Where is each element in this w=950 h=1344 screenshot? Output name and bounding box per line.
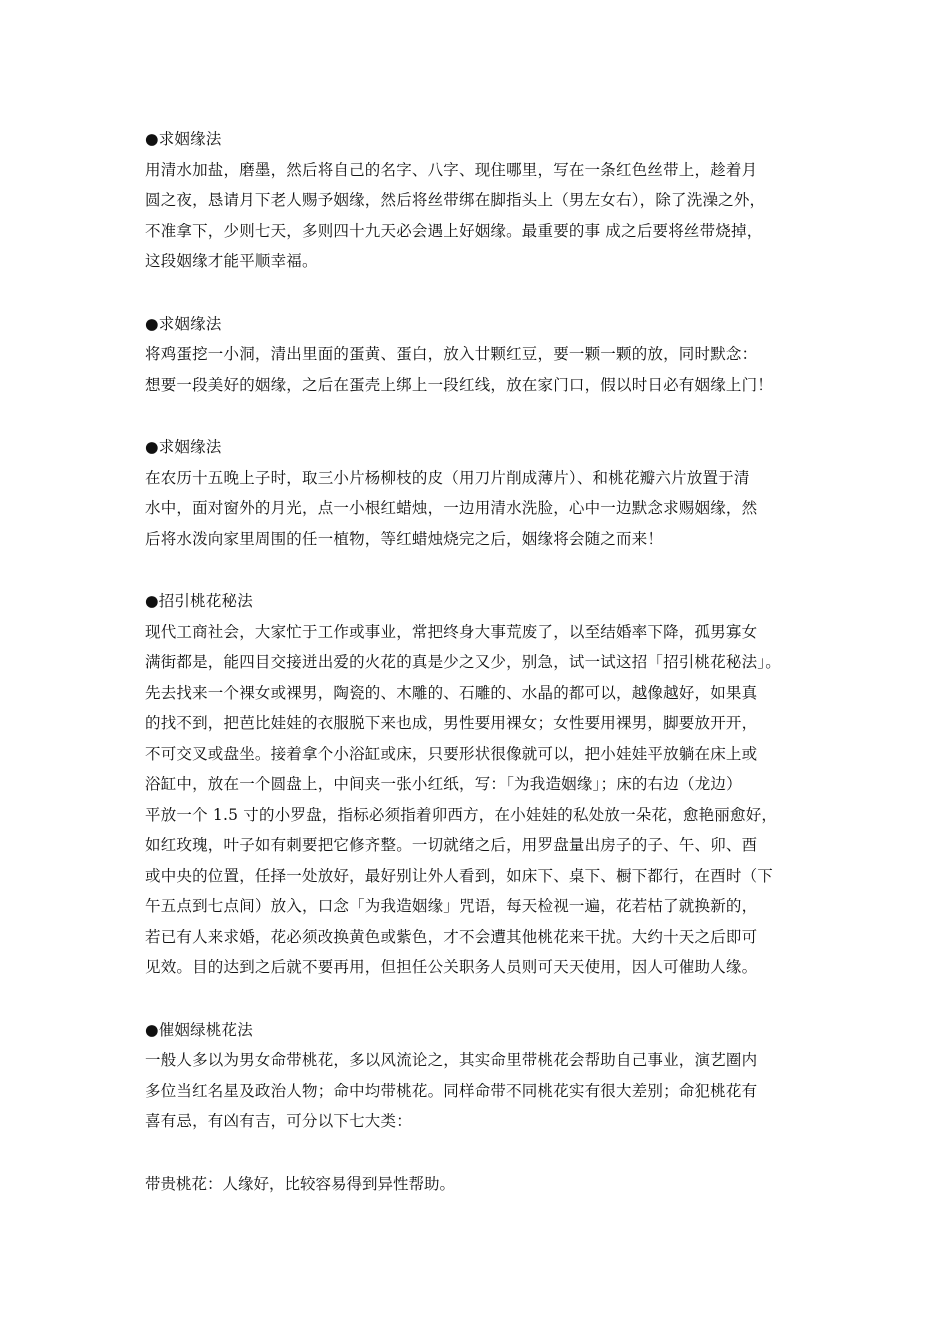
paragraph-line: 将鸡蛋挖一小洞，清出里面的蛋黄、蛋白，放入廿颗红豆，要一颗一颗的放，同时默念： xyxy=(145,345,758,363)
section-heading: ●求姻缘法 xyxy=(145,314,222,333)
paragraph-line: 不准拿下，少则七天，多则四十九天必会遇上好姻缘。最重要的事 成之后要将丝带烧掉， xyxy=(145,221,763,240)
paragraph-line: 圆之夜，恳请月下老人赐予姻缘，然后将丝带绑在脚指头上（男左女右），除了洗澡之外， xyxy=(145,191,766,209)
paragraph-line: 一般人多以为男女命带桃花，多以风流论之，其实命里带桃花会帮助自己事业，演艺圈内 xyxy=(145,1051,758,1069)
paragraph-line: 满街都是，能四目交接迸出爱的火花的真是少之又少，别急，试一试这招「招引桃花秘法」。 xyxy=(145,653,781,671)
paragraph-line: 浴缸中，放在一个圆盘上，中间夹一张小红纸，写：「为我造姻缘」；床的右边（龙边） xyxy=(145,775,742,793)
paragraph-line: 或中央的位置，任择一处放好，最好别让外人看到，如床下、桌下、橱下都行，在酉时（下 xyxy=(145,866,774,885)
paragraph-line: 想要一段美好的姻缘，之后在蛋壳上绑上一段红线，放在家门口，假以时日必有姻缘上门！ xyxy=(145,375,774,394)
section-heading: ●求姻缘法 xyxy=(145,130,222,148)
paragraph-line: 不可交叉或盘坐。接着拿个小浴缸或床，只要形状很像就可以，把小娃娃平放躺在床上或 xyxy=(145,744,758,763)
section-heading: ●催姻绿桃花法 xyxy=(145,1020,253,1039)
section-5 xyxy=(145,1015,820,1137)
section-2 xyxy=(145,309,820,401)
paragraph-line: 平放一个 1.5 寸的小罗盘，指标必须指着卯西方，在小娃娃的私处放一朵花，愈艳丽愈好， xyxy=(145,805,778,824)
final-note: 带贵桃花：人缘好，比较容易得到异性帮助。 xyxy=(145,1174,456,1193)
paragraph-line: 在农历十五晚上子时，取三小片杨柳枝的皮（用刀片削成薄片）、和桃花瓣六片放置于清 xyxy=(145,468,750,487)
paragraph-line: 多位当红名星及政治人物；命中均带桃花。同样命带不同桃花实有很大差别；命犯桃花有 xyxy=(145,1081,758,1100)
paragraph-line: 午五点到七点间）放入，口念「为我造姻缘」咒语，每天检视一遍，花若枯了就换新的， xyxy=(145,897,758,915)
section-3 xyxy=(145,432,820,554)
paragraph-line: 现代工商社会，大家忙于工作或事业，常把终身大事荒废了，以至结婚率下降，孤男寡女 xyxy=(145,622,758,641)
paragraph-line: 如红玫瑰，叶子如有刺要把它修齐整。一切就绪之后，用罗盘量出房子的子、午、卯、酉 xyxy=(145,836,758,854)
paragraph-line: 水中，面对窗外的月光，点一小根红蜡烛，一边用清水洗脸，心中一边默念求赐姻缘，然 xyxy=(145,499,758,517)
paragraph-line: 若已有人来求婚，花必须改换黄色或紫色，才不会遭其他桃花来干扰。大约十天之后即可 xyxy=(145,927,758,946)
section-heading: ●求姻缘法 xyxy=(145,438,222,456)
section-heading: ●招引桃花秘法 xyxy=(145,592,253,610)
paragraph-line: 用清水加盐，磨墨，然后将自己的名字、八字、现住哪里，写在一条红色丝带上，趁着月 xyxy=(145,160,758,179)
paragraph-line: 先去找来一个裸女或裸男，陶瓷的、木雕的、石雕的、水晶的都可以，越像越好，如果真 xyxy=(145,683,758,702)
paragraph-line: 见效。目的达到之后就不要再用，但担任公关职务人员则可天天使用，因人可催助人缘。 xyxy=(145,958,758,976)
paragraph-line: 喜有忌，有凶有吉，可分以下七大类： xyxy=(145,1112,412,1130)
section-4 xyxy=(145,586,820,983)
paragraph-line: 的找不到，把芭比娃娃的衣服脱下来也成，男性要用裸女；女性要用裸男，脚要放开开， xyxy=(145,714,758,732)
paragraph-line: 后将水泼向家里周围的任一植物，等红蜡烛烧完之后，姻缘将会随之而来！ xyxy=(145,529,664,548)
section-1 xyxy=(145,124,820,277)
paragraph-line: 这段姻缘才能平顺幸福。 xyxy=(145,252,318,270)
